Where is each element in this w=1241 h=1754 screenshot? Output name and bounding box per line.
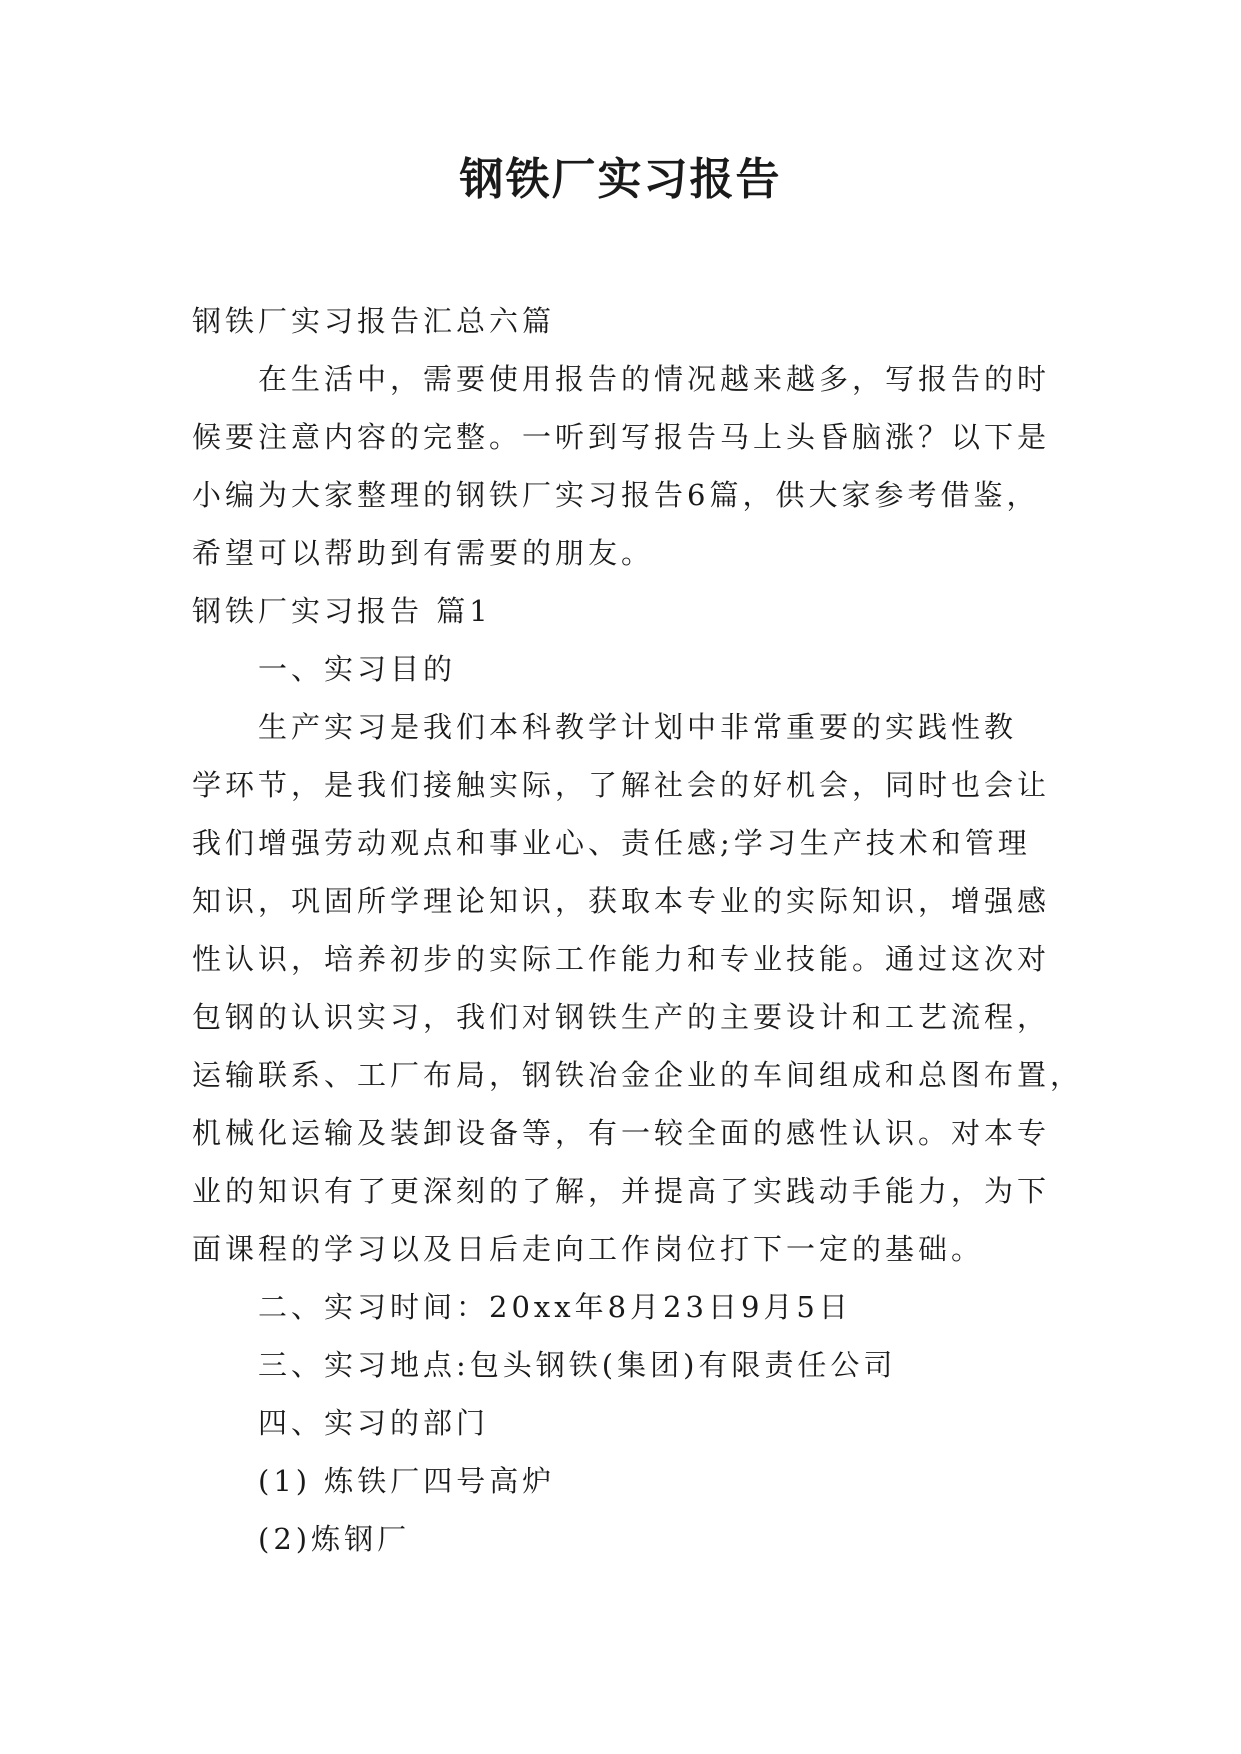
- text-line: 四、实习的部门: [258, 1406, 490, 1440]
- text-line: 知识，巩固所学理论知识，获取本专业的实际知识，增强感: [192, 884, 1051, 918]
- text-line: 钢铁厂实习报告汇总六篇: [192, 304, 556, 338]
- text-line: 在生活中，需要使用报告的情况越来越多，写报告的时: [258, 362, 1051, 396]
- text-line: 三、实习地点:包头钢铁(集团)有限责任公司: [258, 1348, 897, 1382]
- text-line: 业的知识有了更深刻的了解，并提高了实践动手能力，为下: [192, 1174, 1051, 1208]
- text-line: 运输联系、工厂布局，钢铁冶金企业的车间组成和总图布置，: [192, 1058, 1084, 1092]
- text-line: 小编为大家整理的钢铁厂实习报告6篇，供大家参考借鉴，: [192, 478, 1040, 512]
- text-line: 钢铁厂实习报告 篇1: [192, 594, 492, 628]
- text-line: 二、实习时间：20xx年8月23日9月5日: [258, 1290, 852, 1324]
- text-line: (2)炼钢厂: [258, 1522, 411, 1556]
- text-line: 一、实习目的: [258, 652, 457, 686]
- text-line: 机械化运输及装卸设备等，有一较全面的感性认识。对本专: [192, 1116, 1051, 1150]
- document-title: 钢铁厂实习报告: [459, 154, 782, 205]
- text-line: 包钢的认识实习，我们对钢铁生产的主要设计和工艺流程，: [192, 1000, 1051, 1034]
- text-line: (1) 炼铁厂四号高炉: [258, 1464, 556, 1498]
- document-body: [192, 292, 1084, 1568]
- text-line: 生产实习是我们本科教学计划中非常重要的实践性教: [258, 710, 1018, 744]
- text-line: 性认识，培养初步的实际工作能力和专业技能。通过这次对: [192, 942, 1051, 976]
- text-line: 学环节，是我们接触实际，了解社会的好机会，同时也会让: [192, 768, 1051, 802]
- text-line: 希望可以帮助到有需要的朋友。: [192, 536, 655, 570]
- text-line: 我们增强劳动观点和事业心、责任感;学习生产技术和管理: [192, 826, 1031, 860]
- text-line: 面课程的学习以及日后走向工作岗位打下一定的基础。: [192, 1232, 985, 1266]
- text-line: 候要注意内容的完整。一听到写报告马上头昏脑涨？以下是: [192, 420, 1051, 454]
